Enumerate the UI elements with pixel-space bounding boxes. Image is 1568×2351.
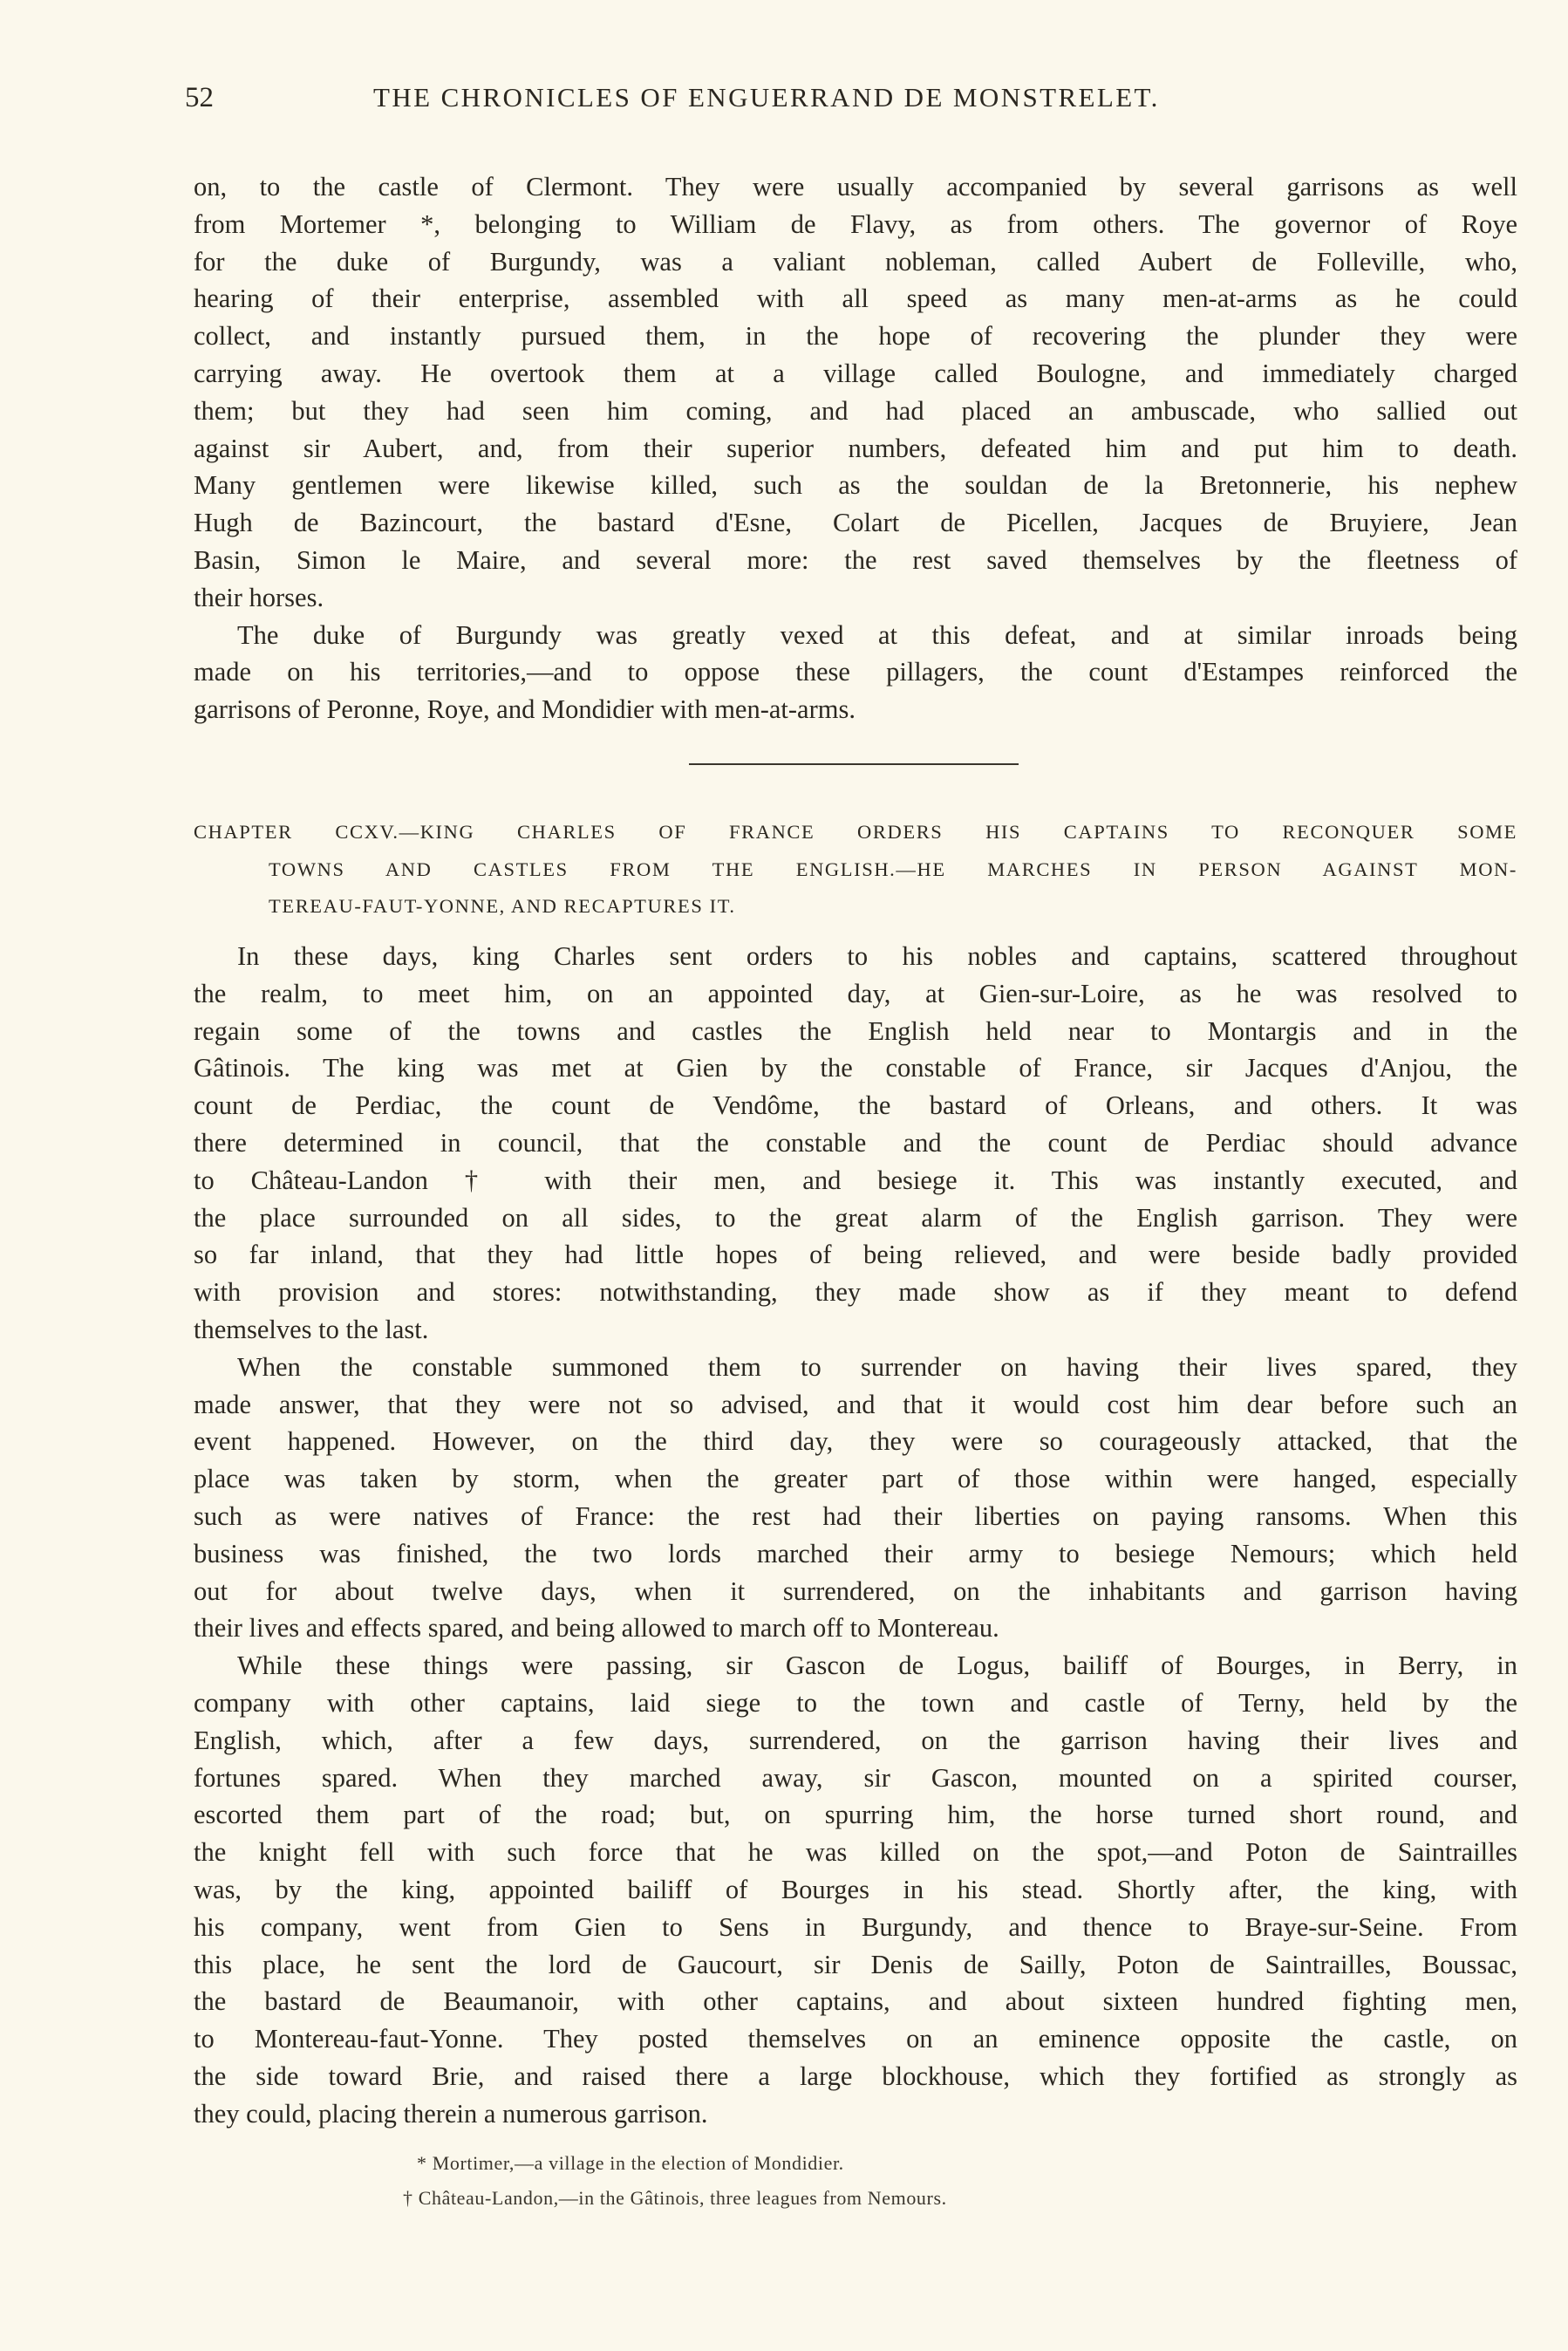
text-line: Gâtinois. The king was met at Gien by the constable of France, sir Jacques d'Anjou, the: [194, 1053, 1517, 1083]
text-line: collect, and instantly pursued them, in the hope of recovering the plunder they were: [194, 321, 1517, 352]
footnotes: [403, 2146, 947, 2216]
page-number: 52: [185, 82, 214, 113]
text-line: the bastard de Beaumanoir, with other captains, and about sixteen hundred fighting men,: [194, 1986, 1517, 2017]
text-line: Basin, Simon le Maire, and several more: the rest saved themselves by the fleetness of: [194, 544, 1517, 575]
text-line: escorted them part of the road; but, on spurring him, the horse turned short round, and: [194, 1800, 1517, 1830]
continued-text: [194, 168, 1517, 728]
text-line: they could, placing therein a numerous garrison.: [194, 2098, 708, 2129]
text-line: their horses.: [194, 582, 324, 612]
text-line: this place, he sent the lord de Gaucourt, sir Denis de Sailly, Poton de Saintrailles, Boussac,: [194, 1949, 1517, 1979]
text-line: on, to the castle of Clermont. They were usually accompanied by several garrisons as well: [194, 172, 1517, 202]
chapter-heading: [194, 814, 1517, 926]
text-line: fortunes spared. When they marched away, sir Gascon, mounted on a spirited courser,: [194, 1762, 1517, 1793]
text-line: them; but they had seen him coming, and had placed an ambuscade, who sallied out: [194, 395, 1517, 426]
text-line: While these things were passing, sir Gascon de Logus, bailiff of Bourges, in Berry, in: [237, 1650, 1517, 1681]
text-line: so far inland, that they had little hopes of being relieved, and were beside badly provided: [194, 1240, 1517, 1270]
text-line: his company, went from Gien to Sens in Burgundy, and thence to Braye-sur-Seine. From: [194, 1911, 1517, 1942]
text-line: In these days, king Charles sent orders to his nobles and captains, scattered throughout: [237, 941, 1517, 971]
text-line: count de Perdiac, the count de Vendôme, the bastard of Orleans, and others. It was: [194, 1090, 1517, 1121]
text-line: the side toward Brie, and raised there a large blockhouse, which they fortified as strongly as: [194, 2061, 1517, 2091]
text-line: regain some of the towns and castles the English held near to Montargis and in the: [194, 1015, 1517, 1046]
footnote-mortimer: * Mortimer,—a village in the election of Mondidier.: [417, 2152, 844, 2174]
text-line: carrying away. He overtook them at a village called Boulogne, and immediately charged: [194, 358, 1517, 388]
text-line: there determined in council, that the constable and the count de Perdiac should advance: [194, 1127, 1517, 1158]
text-line: with provision and stores: notwithstanding, they made show as if they meant to defend: [194, 1277, 1517, 1308]
text-line: The duke of Burgundy was greatly vexed at this defeat, and at similar inroads being: [237, 619, 1517, 650]
chapter-heading-line: CHAPTER CCXV.—KING CHARLES OF FRANCE ORDERS HIS CAPTAINS TO RECONQUER SOME: [194, 821, 1517, 843]
text-line: out for about twelve days, when it surrendered, on the inhabitants and garrison having: [194, 1575, 1517, 1606]
footnote-chateau-landon: † Château-Landon,—in the Gâtinois, three leagues from Nemours.: [403, 2187, 947, 2209]
text-line: such as were natives of France: the rest had their liberties on paying ransoms. When this: [194, 1500, 1517, 1531]
text-line: for the duke of Burgundy, was a valiant nobleman, called Aubert de Folleville, who,: [194, 246, 1517, 277]
text-line: English, which, after a few days, surrendered, on the garrison having their lives and: [194, 1725, 1517, 1755]
text-line: place was taken by storm, when the greater part of those within were hanged, especially: [194, 1464, 1517, 1494]
chapter-heading-line: TEREAU-FAUT-YONNE, AND RECAPTURES IT.: [269, 895, 736, 917]
text-line: the realm, to meet him, on an appointed day, at Gien-sur-Loire, as he was resolved to: [194, 978, 1517, 1008]
text-line: to Montereau-faut-Yonne. They posted themselves on an eminence opposite the castle, on: [194, 2024, 1517, 2054]
text-line: the knight fell with such force that he was killed on the spot,—and Poton de Saintrailles: [194, 1837, 1517, 1868]
text-line: themselves to the last.: [194, 1314, 429, 1344]
text-line: event happened. However, on the third day, they were so courageously attacked, that the: [194, 1426, 1517, 1457]
chapter-heading-line: TOWNS AND CASTLES FROM THE ENGLISH.—HE MARCHES IN PERSON AGAINST MON-: [269, 858, 1517, 880]
text-line: from Mortemer *, belonging to William de Flavy, as from others. The governor of Roye: [194, 208, 1517, 239]
text-line: garrisons of Peronne, Roye, and Mondidier with men-at-arms.: [194, 694, 856, 725]
text-line: against sir Aubert, and, from their superior numbers, defeated him and put him to death.: [194, 433, 1517, 463]
text-line: When the constable summoned them to surrender on having their lives spared, they: [237, 1351, 1517, 1382]
text-line: to Château-Landon † with their men, and besiege it. This was instantly executed, and: [194, 1165, 1517, 1195]
text-line: company with other captains, laid siege to the town and castle of Terny, held by the: [194, 1687, 1517, 1718]
text-line: Many gentlemen were likewise killed, such as the souldan de la Bretonnerie, his nephew: [194, 470, 1517, 501]
text-line: their lives and effects spared, and being allowed to march off to Montereau.: [194, 1613, 999, 1644]
running-head: THE CHRONICLES OF ENGUERRAND DE MONSTRELET.: [373, 82, 1160, 113]
text-line: made on his territories,—and to oppose these pillagers, the count d'Estampes reinforced the: [194, 657, 1517, 687]
text-line: business was finished, the two lords marched their army to besiege Nemours; which held: [194, 1538, 1517, 1568]
chapter-body: [194, 938, 1517, 2133]
section-divider: [689, 763, 1019, 765]
text-line: Hugh de Bazincourt, the bastard d'Esne, Colart de Picellen, Jacques de Bruyiere, Jean: [194, 508, 1517, 538]
text-line: hearing of their enterprise, assembled with all speed as many men-at-arms as he could: [194, 284, 1517, 314]
text-line: was, by the king, appointed bailiff of Bourges in his stead. Shortly after, the king, with: [194, 1874, 1517, 1904]
text-line: made answer, that they were not so advised, and that it would cost him dear before such an: [194, 1389, 1517, 1419]
text-line: the place surrounded on all sides, to the great alarm of the English garrison. They were: [194, 1202, 1517, 1233]
